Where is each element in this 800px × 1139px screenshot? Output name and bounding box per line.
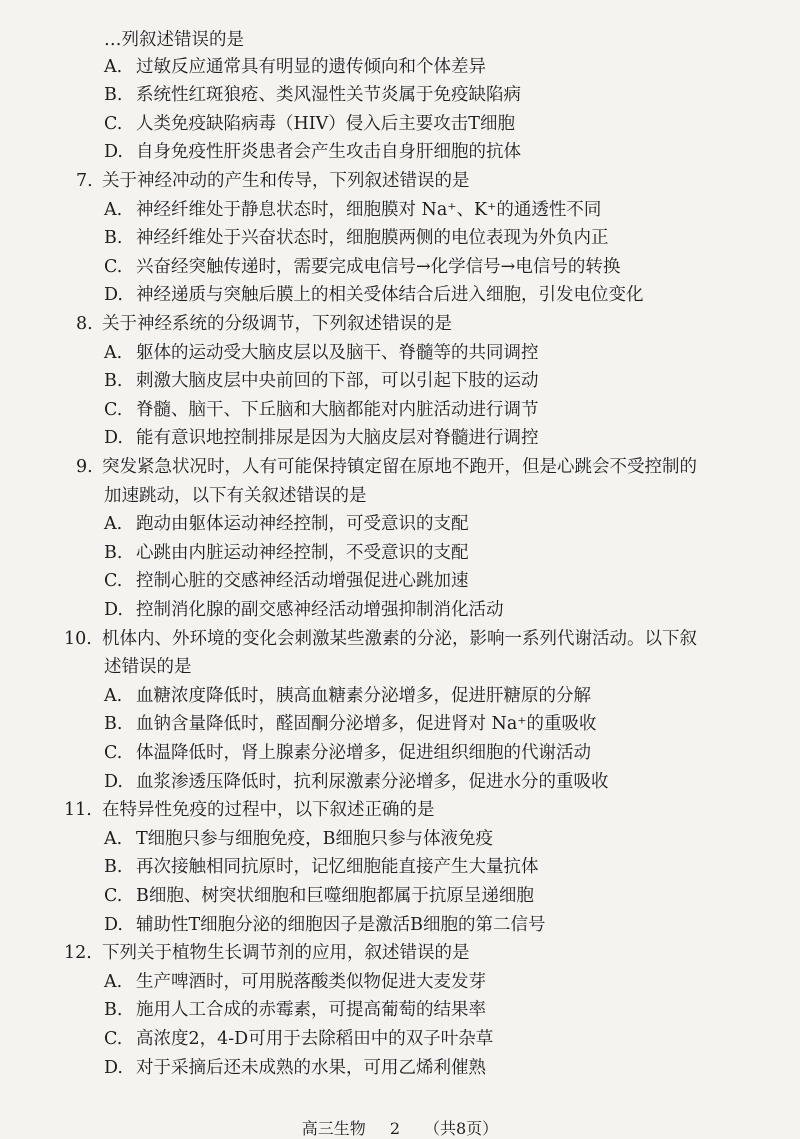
option-label: B. bbox=[104, 1000, 123, 1021]
option-text: 脊髓、脑干、下丘脑和大脑都能对内脏活动进行调节 bbox=[136, 399, 539, 420]
option-label: D. bbox=[104, 428, 123, 449]
stem-text: 机体内、外环境的变化会刺激某些激素的分泌，影响一系列代谢活动。以下叙 bbox=[102, 628, 697, 649]
stem-text: 在特异性免疫的过程中，以下叙述正确的是 bbox=[102, 800, 435, 821]
option-text: 生产啤酒时，可用脱落酸类似物促进大麦发芽 bbox=[136, 971, 486, 992]
footer-subject: 高三生物 bbox=[301, 1119, 366, 1138]
option-label: B. bbox=[104, 371, 123, 392]
stem-text: 述错误的是 bbox=[104, 657, 192, 678]
question-option bbox=[104, 1000, 486, 1020]
option-text: 躯体的运动受大脑皮层以及脑干、脊髓等的共同调控 bbox=[136, 342, 539, 363]
option-text: 对于采摘后还未成熟的水果，可用乙烯利催熟 bbox=[136, 1057, 486, 1078]
footer-page-number: 2 bbox=[389, 1119, 400, 1138]
option-text: 辅助性T细胞分泌的细胞因子是激活B细胞的第二信号 bbox=[136, 914, 546, 935]
option-text: 刺激大脑皮层中央前回的下部，可以引起下肢的运动 bbox=[136, 371, 539, 392]
option-label: C. bbox=[104, 256, 123, 277]
question-option bbox=[104, 686, 591, 706]
question-option bbox=[104, 343, 539, 363]
option-text: 血钠含量降低时，醛固酮分泌增多，促进肾对 Na⁺的重吸收 bbox=[136, 714, 597, 735]
option-label: D. bbox=[104, 600, 123, 620]
prev-option bbox=[104, 114, 515, 134]
question-option bbox=[104, 915, 546, 935]
question-option bbox=[104, 1058, 486, 1078]
option-label: A. bbox=[104, 514, 123, 535]
option-text: 再次接触相同抗原时，记忆细胞能直接产生大量抗体 bbox=[136, 857, 539, 878]
option-label: C. bbox=[104, 743, 123, 763]
question-option bbox=[104, 714, 597, 734]
question-stem bbox=[76, 314, 452, 334]
option-label: A. bbox=[104, 199, 123, 220]
question-option bbox=[104, 200, 601, 220]
question-option bbox=[104, 1029, 493, 1049]
prev-option bbox=[104, 85, 521, 105]
option-text: 系统性红斑狼疮、类风湿性关节炎属于免疫缺陷病 bbox=[136, 85, 521, 106]
option-text: 施用人工合成的赤霉素，可提高葡萄的结果率 bbox=[136, 1000, 486, 1021]
prev-option bbox=[104, 142, 521, 162]
question-option bbox=[104, 772, 609, 792]
question-option bbox=[104, 543, 469, 563]
stem-text: 下列关于植物生长调节剂的应用，叙述错误的是 bbox=[102, 943, 470, 964]
question-option bbox=[104, 400, 539, 420]
question-option bbox=[104, 972, 486, 992]
option-label: B. bbox=[104, 714, 123, 735]
option-text: 心跳由内脏运动神经控制，不受意识的支配 bbox=[136, 542, 469, 563]
option-text: 跑动由躯体运动神经控制，可受意识的支配 bbox=[136, 514, 469, 535]
stem-text: 突发紧急状况时，人有可能保持镇定留在原地不跑开，但是心跳会不受控制的 bbox=[102, 457, 697, 477]
option-text: 控制心脏的交感神经活动增强促进心跳加速 bbox=[136, 571, 469, 592]
option-text: 血浆渗透压降低时，抗利尿激素分泌增多，促进水分的重吸收 bbox=[136, 771, 609, 792]
option-label: D. bbox=[104, 771, 123, 792]
question-option bbox=[104, 571, 469, 591]
option-text: 神经纤维处于静息状态时，细胞膜对 Na⁺、K⁺的通透性不同 bbox=[136, 199, 602, 220]
question-option bbox=[104, 257, 620, 277]
question-number: 9. bbox=[76, 457, 93, 477]
option-text: 神经递质与突触后膜上的相关受体结合后进入细胞，引发电位变化 bbox=[136, 285, 644, 306]
option-label: D. bbox=[104, 1057, 123, 1078]
option-text: 控制消化腺的副交感神经活动增强抑制消化活动 bbox=[136, 600, 504, 620]
option-label: A. bbox=[104, 828, 123, 849]
question-number: 7. bbox=[76, 171, 93, 191]
option-text: 自身免疫性肝炎患者会产生攻击自身肝细胞的抗体 bbox=[136, 142, 521, 163]
stem-text: 加速跳动，以下有关叙述错误的是 bbox=[104, 485, 367, 506]
prev-option bbox=[104, 57, 486, 77]
question-option bbox=[104, 886, 534, 906]
option-label: A. bbox=[104, 56, 123, 77]
option-label: C. bbox=[104, 113, 123, 134]
question-stem bbox=[76, 171, 470, 191]
option-label: B. bbox=[104, 85, 123, 106]
option-text: 兴奋经突触传递时，需要完成电信号→化学信号→电信号的转换 bbox=[136, 256, 621, 277]
question-stem-continued bbox=[104, 657, 192, 677]
option-label: C. bbox=[104, 886, 123, 906]
question-number: 10. bbox=[64, 628, 92, 649]
option-text: 高浓度2，4-D可用于去除稻田中的双子叶杂草 bbox=[136, 1029, 494, 1049]
question-option bbox=[104, 857, 539, 877]
option-label: C. bbox=[104, 399, 123, 420]
question-number: 8. bbox=[76, 314, 93, 334]
option-text: T细胞只参与细胞免疫，B细胞只参与体液免疫 bbox=[136, 828, 494, 849]
question-stem bbox=[64, 800, 435, 820]
question-stem-continued bbox=[104, 486, 367, 506]
question-stem bbox=[76, 457, 697, 477]
question-option bbox=[104, 285, 644, 305]
top-fragment bbox=[104, 30, 244, 50]
stem-text: 关于神经冲动的产生和传导，下列叙述错误的是 bbox=[102, 171, 470, 191]
question-option bbox=[104, 514, 469, 534]
question-number: 12. bbox=[64, 943, 92, 964]
question-option bbox=[104, 743, 591, 763]
option-label: D. bbox=[104, 142, 123, 163]
option-label: D. bbox=[104, 285, 123, 306]
option-label: B. bbox=[104, 542, 123, 563]
option-label: B. bbox=[104, 857, 123, 878]
option-label: D. bbox=[104, 914, 123, 935]
option-text: 过敏反应通常具有明显的遗传倾向和个体差异 bbox=[136, 56, 486, 77]
footer-total-pages: （共8页） bbox=[424, 1119, 499, 1138]
option-label: C. bbox=[104, 571, 123, 592]
question-number: 11. bbox=[64, 800, 92, 821]
question-option bbox=[104, 600, 504, 620]
option-text: 能有意识地控制排尿是因为大脑皮层对脊髓进行调控 bbox=[136, 428, 539, 449]
fragment-text: …列叙述错误的是 bbox=[104, 30, 244, 50]
stem-text: 关于神经系统的分级调节，下列叙述错误的是 bbox=[102, 314, 452, 334]
question-stem bbox=[64, 943, 470, 963]
option-label: B. bbox=[104, 228, 123, 249]
question-stem bbox=[64, 629, 697, 649]
question-option bbox=[104, 371, 539, 391]
option-text: 人类免疫缺陷病毒（HIV）侵入后主要攻击T细胞 bbox=[136, 113, 515, 134]
question-option bbox=[104, 428, 539, 448]
page-footer bbox=[0, 1116, 800, 1139]
option-label: C. bbox=[104, 1029, 123, 1049]
option-text: 体温降低时，肾上腺素分泌增多，促进组织细胞的代谢活动 bbox=[136, 743, 591, 763]
option-text: 血糖浓度降低时，胰高血糖素分泌增多，促进肝糖原的分解 bbox=[136, 685, 591, 706]
option-label: A. bbox=[104, 342, 123, 363]
option-label: A. bbox=[104, 685, 123, 706]
question-option bbox=[104, 228, 609, 248]
option-label: A. bbox=[104, 971, 123, 992]
option-text: B细胞、树突状细胞和巨噬细胞都属于抗原呈递细胞 bbox=[136, 886, 534, 906]
question-option bbox=[104, 829, 493, 849]
option-text: 神经纤维处于兴奋状态时，细胞膜两侧的电位表现为外负内正 bbox=[136, 228, 609, 249]
